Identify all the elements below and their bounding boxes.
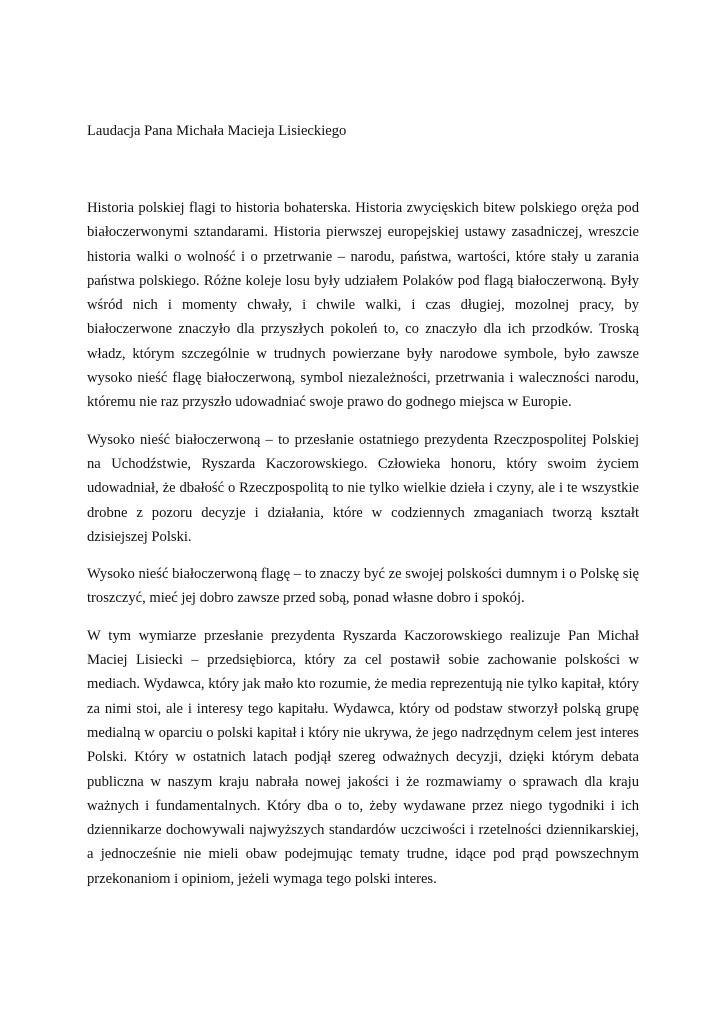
document-title: Laudacja Pana Michała Macieja Lisieckiego: [87, 123, 347, 139]
paragraph-kaczorowski-message: Wysoko nieść białoczerwoną – to przesłanie ostatniego prezydenta Rzeczpospolitej Polskiej na Uchodźstwie, Ryszarda Kaczorowskiego. Człowieka honoru, który swoim życiem udowadniał, że dbałość o Rzeczpospolitą to nie tylko wielkie dzieła i czyny, ale i te wszystkie drobne z pozoru decyzje i działania, które w codziennych zmaganiach tworzą kształt dzisiejszej Polski.: [87, 431, 639, 545]
paragraph-meaning: Wysoko nieść białoczerwoną flagę – to znaczy być ze swojej polskości dumnym i o Polskę się troszczyć, mieć jej dobro zawsze przed sobą, ponad własne dobro i spokój.: [87, 566, 639, 607]
paragraph-lisiecki: W tym wymiarze przesłanie prezydenta Ryszarda Kaczorowskiego realizuje Pan Michał Maciej Lisiecki – przedsiębiorca, który za cel postawił sobie zachowanie polskości w mediach. Wydawca, który jak mało kto rozumie, że media reprezentują nie tylko kapitał, który za nimi stoi, ale i interesy tego kapitału. Wydawca, który od podstaw stworzył polską grupę medialną w oparciu o polski kapitał i który nie ukrywa, że jego nadrzędnym celem jest interes Polski. Który w ostatnich latach podjął szereg odważnych decyzji, dzięki którym debata publiczna w naszym kraju nabrała nowej jakości i że rozmawiamy o sprawach dla kraju ważnych i fundamentalnych. Który dba o to, żeby wydawane przez niego tygodniki i ich dziennikarze dochowywali najwyższych standardów uczciwości i rzetelności dziennikarskiej, a jednocześnie nie mieli obaw podejmując tematy trudne, idące pod prąd powszechnym przekonaniom i opiniom, jeżeli wymaga tego polski interes.: [87, 627, 639, 887]
document-body: [87, 196, 639, 904]
paragraph-flag-history: Historia polskiej flagi to historia bohaterska. Historia zwycięskich bitew polskiego oręża pod białoczerwonymi sztandarami. Historia pierwszej europejskiej ustawy zasadniczej, wreszcie historia walki o wolność i o przetrwanie – narodu, państwa, wartości, które stały u zarania państwa polskiego. Różne koleje losu były udziałem Polaków pod flagą białoczerwoną. Były wśród nich i momenty chwały, i chwile walki, i czas długiej, mozolnej pracy, by białoczerwone znaczyło dla przyszłych pokoleń to, co znaczyło dla ich przodków. Troską władz, którym szczególnie w trudnych powierzane były narodowe symbole, było zawsze wysoko nieść flagę białoczerwoną, symbol niezależności, przetrwania i waleczności narodu, któremu nie raz przyszło udowadniać swoje prawo do godnego miejsca w Europie.: [87, 200, 639, 411]
